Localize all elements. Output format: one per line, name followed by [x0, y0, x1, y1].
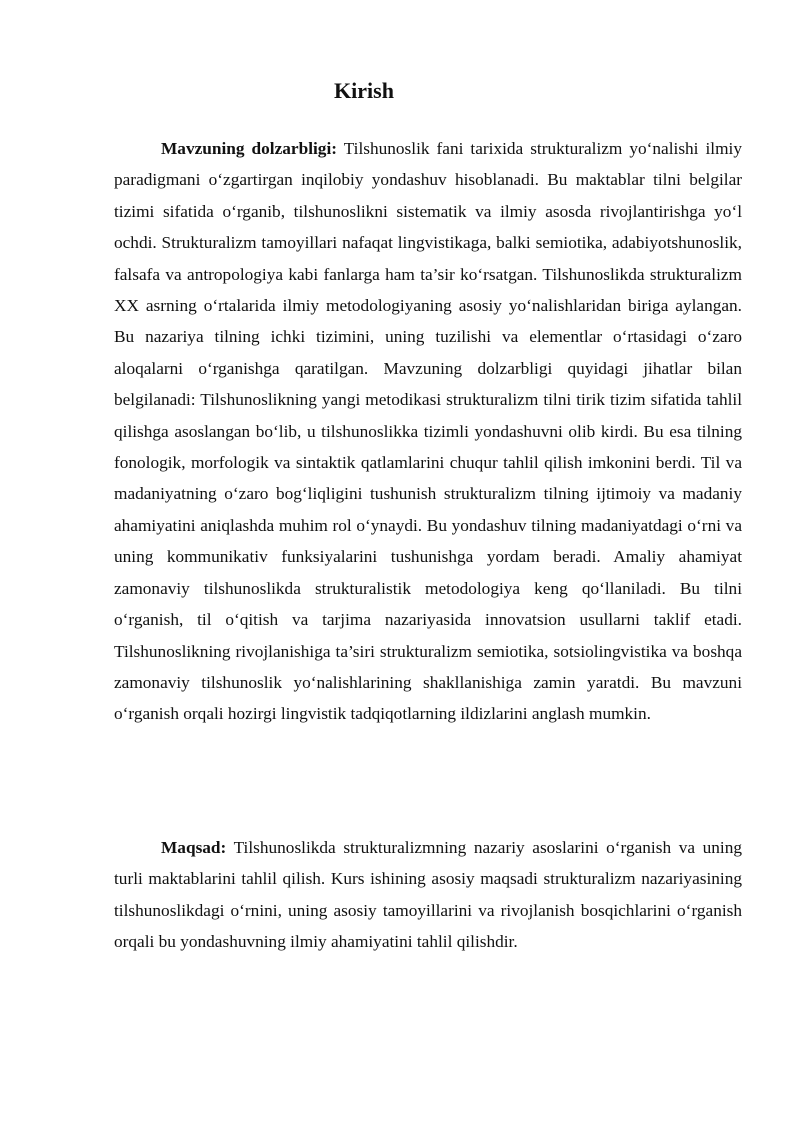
- paragraph-text-relevance: Tilshunoslik fani tarixida strukturalizm yo‘nalishi ilmiy paradigmani o‘zgartirgan inqilobiy yondashuv hisoblanadi. Bu maktablar tilni belgilar tizimi sifatida o‘rganib, tilshunoslikni sistematik va ilmiy asosda rivojlantirishga yo‘l ochdi. Strukturalizm tamoyillari nafaqat lingvistikaga, balki semiotika, adabiyotshunoslik, falsafa va antropologiya kabi fanlarga ham ta’sir ko‘rsatgan. Tilshunoslikda strukturalizm XX asrning o‘rtalarida ilmiy metodologiyaning asosiy yo‘nalishlaridan biriga aylangan. Bu nazariya tilning ichki tizimini, uning tuzilishi va elementlar o‘rtasidagi o‘zaro aloqalarni o‘rganishga qaratilgan. Mavzuning dolzarbligi quyidagi jihatlar bilan belgilanadi: Tilshunoslikning yangi metodikasi strukturalizm tilni tirik tizim sifatida tahlil qilishga asoslangan bo‘lib, u tilshunoslikka tizimli yondashuvni olib kirdi. Bu esa tilning fonologik, morfologik va sintaktik qatlamlarini chuqur tahlil qilish imkonini berdi. Til va madaniyatning o‘zaro bog‘liqligini tushunish strukturalizm tilning ijtimoiy va madaniy ahamiyatini aniqlashda muhim rol o‘ynaydi. Bu yondashuv tilning madaniyatdagi o‘rni va uning kommunikativ funksiyalarini tushunishga yordam beradi. Amaliy ahamiyat zamonaviy tilshunoslikda strukturalistik metodologiya keng qo‘llaniladi. Bu tilni o‘rganish, til o‘qitish va tarjima nazariyasida innovatsion usullarni taklif etadi. Tilshunoslikning rivojlanishiga ta’siri strukturalizm semiotika, sotsiolingvistika va boshqa zamonaviy tilshunoslik yo‘nalishlarining shakllanishiga zamin yaratdi. Bu mavzuni o‘rganish orqali hozirgi lingvistik tadqiqotlarning ildizlarini anglash mumkin.: [114, 139, 742, 724]
- paragraph-lead-goal: Maqsad:: [161, 838, 227, 857]
- paragraph-goal: [114, 832, 742, 958]
- paragraph-text-goal: Tilshunoslikda strukturalizmning nazariy asoslarini o‘rganish va uning turli maktablarini tahlil qilish. Kurs ishining asosiy maqsadi strukturalizm nazariyasining tilshunoslikdagi o‘rnini, uning asosiy tamoyillarini va rivojlanish bosqichlarini o‘rganish orqali bu yondashuvning ilmiy ahamiyatini tahlil qilishdir.: [114, 838, 742, 952]
- paragraph-lead-relevance: Mavzuning dolzarbligi:: [161, 139, 337, 158]
- page-title: Kirish: [334, 78, 394, 103]
- paragraph-relevance: [114, 133, 742, 730]
